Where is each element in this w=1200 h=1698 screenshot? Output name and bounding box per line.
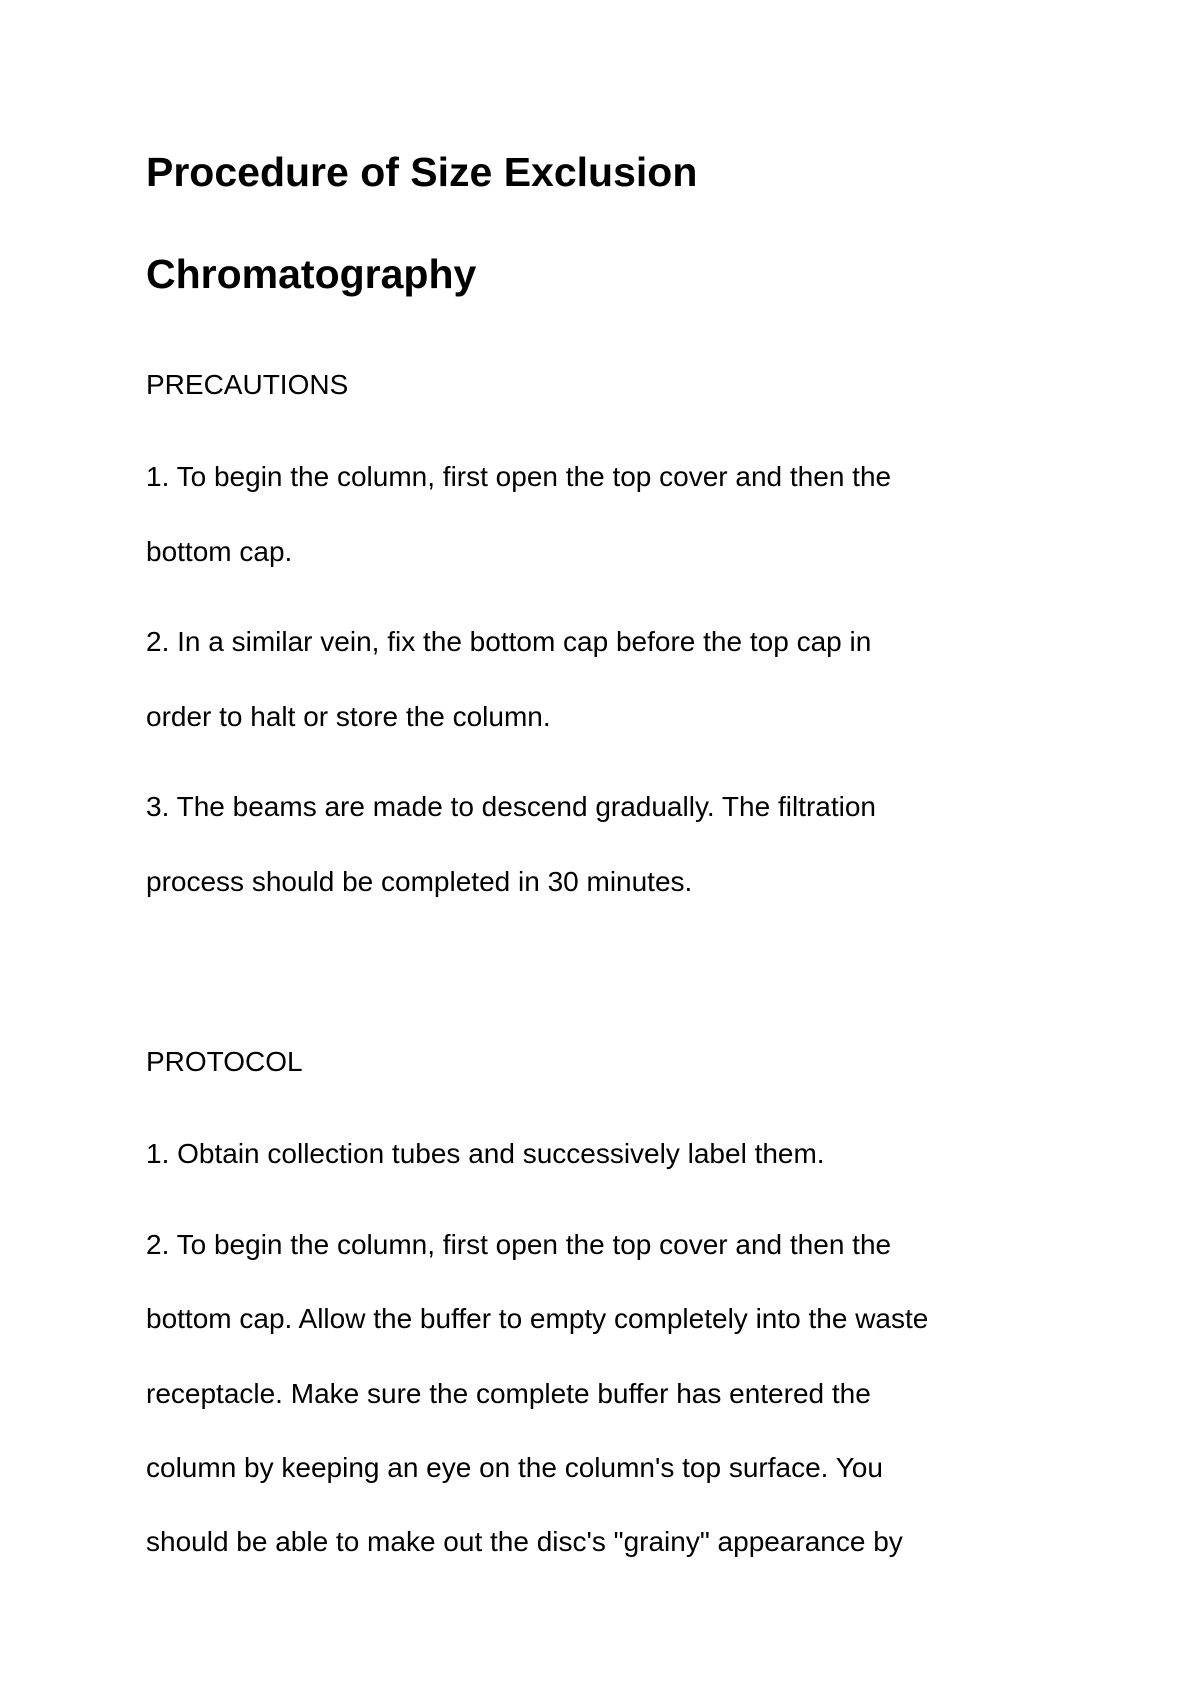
protocol-line: bottom cap. Allow the buffer to empty completely into the waste: [146, 1303, 929, 1334]
document-title-line-2: Chromatography: [146, 251, 477, 297]
protocol-line: 2. To begin the column, first open the top cover and then the: [146, 1229, 892, 1260]
precautions-line: 1. To begin the column, first open the top cover and then the: [146, 461, 892, 492]
precautions-line: bottom cap.: [146, 536, 293, 567]
document-title-line-1: Procedure of Size Exclusion: [146, 149, 698, 195]
precautions-line: 3. The beams are made to descend gradually. The filtration: [146, 791, 876, 822]
section-heading-protocol: PROTOCOL: [146, 1046, 303, 1077]
protocol-line: 1. Obtain collection tubes and successively label them.: [146, 1138, 825, 1169]
precautions-line: order to halt or store the column.: [146, 701, 551, 732]
protocol-line: should be able to make out the disc's "grainy" appearance by: [146, 1526, 903, 1557]
precautions-line: process should be completed in 30 minutes.: [146, 866, 693, 897]
section-heading-precautions: PRECAUTIONS: [146, 369, 349, 400]
protocol-line: receptacle. Make sure the complete buffer has entered the: [146, 1378, 871, 1409]
precautions-line: 2. In a similar vein, fix the bottom cap before the top cap in: [146, 626, 872, 657]
protocol-line: column by keeping an eye on the column's top surface. You: [146, 1452, 883, 1483]
